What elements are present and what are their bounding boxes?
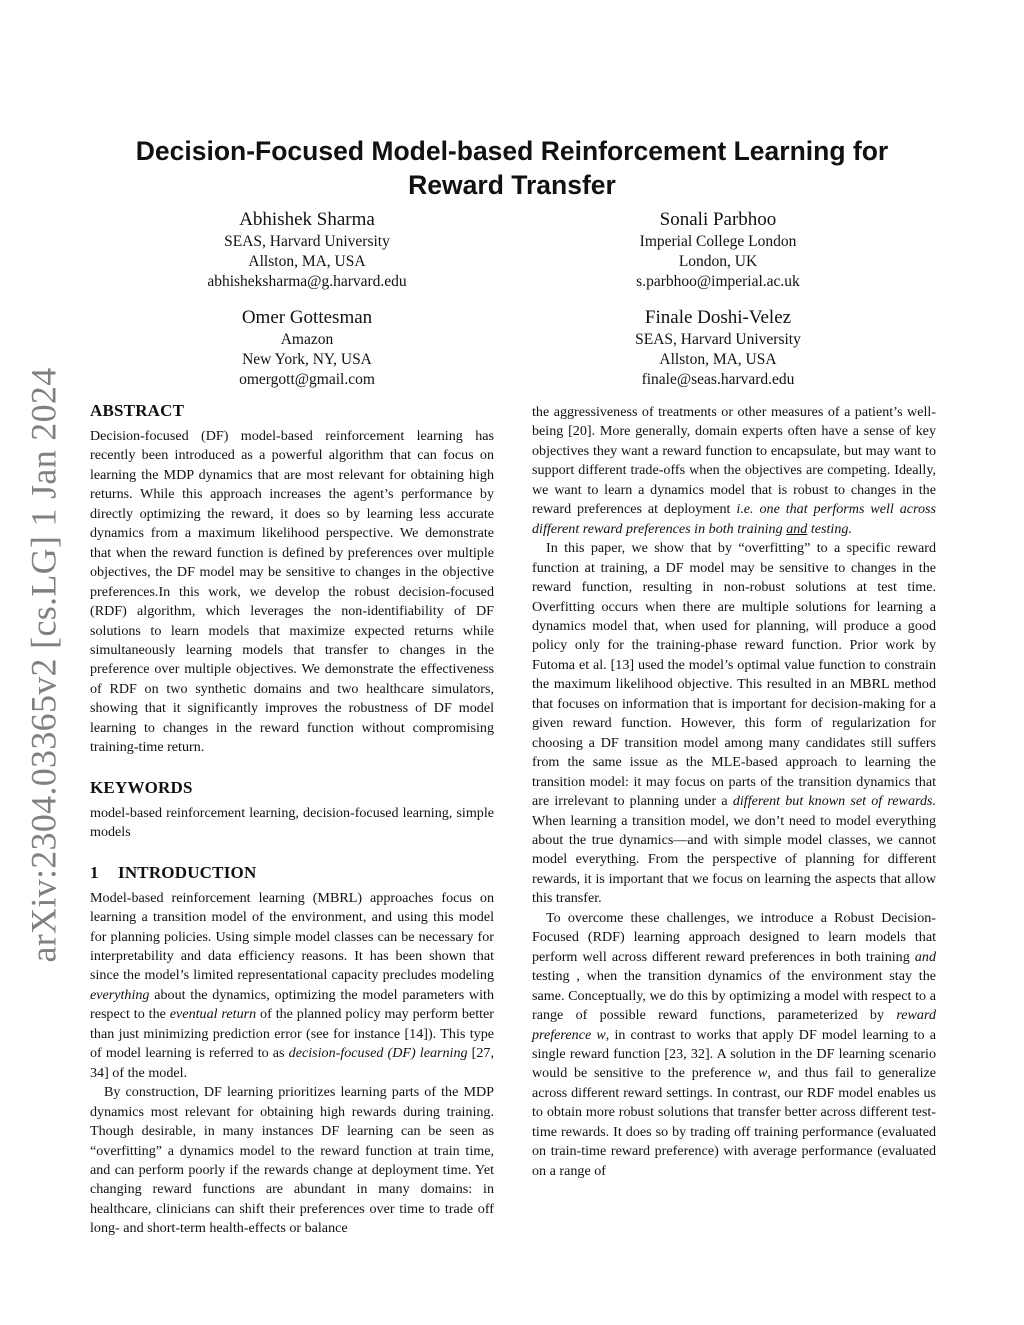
author-location: Allston, MA, USA [248, 253, 366, 270]
author-name: Sonali Parbhoo [659, 209, 777, 230]
arxiv-side-stamp [8, 366, 78, 963]
keywords-text: model-based reinforcement learning, decision-focused learning, simple models [90, 804, 494, 841]
author-email: abhisheksharma@g.harvard.edu [207, 273, 407, 290]
abstract-heading: ABSTRACT [90, 401, 185, 420]
author-email: finale@seas.harvard.edu [641, 371, 795, 388]
intro-paragraph-1: Model-based reinforcement learning (MBRL) approaches focus on learning a transition model of the environment, and using this model for planning policies. Using simple model classes can be necessary for interpretability and data efficiency reasons. It has been shown that since the model’s limited representational capacity precludes modeling everything about the dynamics, optimizing the model parameters with respect to the eventual return of the planned policy may perform better than just minimizing prediction error (see for instance [14]). This type of model learning is referred to as decision-focused (DF) learning [27, 34] of the model. [90, 889, 494, 1081]
section-title: INTRODUCTION [118, 862, 257, 882]
right-column [532, 403, 936, 1181]
author-affiliation: Amazon [280, 331, 334, 348]
author-affiliation: SEAS, Harvard University [635, 331, 801, 348]
author-location: London, UK [678, 253, 758, 270]
left-column [90, 400, 494, 1239]
author-block-4 [553, 306, 883, 390]
author-name: Abhishek Sharma [239, 209, 375, 230]
intro-paragraph-5: To overcome these challenges, we introduce a Robust Decision-Focused (RDF) learning approach designed to learn models that perform well across different reward preferences in both training and testing , when the transition dynamics of the environment stay the same. Conceptually, we do this by optimizing a model with respect to a range of possible reward functions, parameterized by reward preference w, in contrast to works that apply DF model learning to a single reward function [23, 32]. A solution in the DF learning scenario would be sensitive to the preference w, and thus fail to generalize across different reward settings. In contrast, our RDF model enables us to obtain more robust solutions that transfer better across different test-time rewards. It does so by trading off training performance (evaluated on train-time reward preference) with average performance (evaluated on a range of [532, 909, 936, 1179]
author-block-3 [142, 306, 472, 390]
paper-title: Decision-Focused Model-based Reinforcement Learning for Reward Transfer [135, 136, 889, 200]
section-number: 1 [90, 862, 99, 882]
author-location: Allston, MA, USA [659, 351, 777, 368]
abstract-text: Decision-focused (DF) model-based reinforcement learning has recently been introduced as a powerful algorithm that can focus on learning the MDP dynamics that are most relevant for obtaining high returns. While this approach increases the agent’s performance by directly optimizing the reward, it does so by learning less accurate dynamics from a maximum likelihood perspective. We demonstrate that when the reward function is defined by preferences over multiple objectives, the DF model may be sensitive to changes in the objective preferences.In this work, we develop the robust decision-focused (RDF) algorithm, which leverages the non-identifiability of DF solutions to learn models that maximize expected returns while simultaneously learning models that transfer to changes in the preference over multiple objectives. We demonstrate the effectiveness of RDF on two synthetic domains and two healthcare simulators, showing that it significantly improves the robustness of DF model learning to changes in the reward function without compromising training-time return. [90, 428, 494, 756]
author-affiliation: Imperial College London [639, 233, 797, 250]
author-block-1 [142, 208, 472, 292]
keywords-heading: KEYWORDS [90, 777, 193, 797]
author-block-2 [553, 208, 883, 292]
introduction-heading [90, 862, 494, 884]
author-name: Omer Gottesman [241, 307, 373, 328]
author-name: Finale Doshi-Velez [644, 307, 792, 328]
author-email: s.parbhoo@imperial.ac.uk [636, 273, 800, 290]
author-affiliation: SEAS, Harvard University [224, 233, 390, 250]
intro-paragraph-3: the aggressiveness of treatments or other measures of a patient’s well-being [20]. More generally, domain experts often have a sense of key objectives they want a reward function to encapsulate, but may want to support different trade-offs when the objectives are competing. Ideally, we want to learn a dynamics model that is robust to changes in the reward preferences at deployment i.e. one that performs well across different reward preferences in both training and testing. [532, 404, 936, 537]
intro-paragraph-4: In this paper, we show that by “overfitting” to a specific reward function at training, a DF model may be sensitive to changes in the reward function, resulting in non-robust solutions at test time. Overfitting occurs when there are multiple solutions for learning a dynamics model that, when used for planning, will produce a good policy only for the training-phase reward function. Prior work by Futoma et al. [13] used the model’s optimal value function to constrain the maximum likelihood objective. This resulted in an MBRL method that focuses on information that is important for decision-making for a given reward function. However, this form of regularization for choosing a DF transition model among many candidates still suffers from the same issue as the MLE-based approach to learning the transition model: it may focus on parts of the transition dynamics that are irrelevant to planning under a different but known set of rewards. When learning a transition model, we don’t need to model everything about the true dynamics—and with simple model classes, we cannot model everything. From the perspective of planning for different rewards, it is important that we focus on learning the aspects that allow this transfer. [532, 540, 937, 907]
arxiv-identifier: arXiv:2304.03365v2 [cs.LG] 1 Jan 2024 [23, 366, 64, 963]
author-email: omergott@gmail.com [239, 371, 375, 388]
author-location: New York, NY, USA [242, 351, 372, 368]
intro-paragraph-2: By construction, DF learning prioritizes learning parts of the MDP dynamics most relevant for obtaining high rewards during training. Though desirable, in many instances DF learning can be seen as “overfitting” a dynamics model to the reward function at train time, and can perform poorly if the rewards change at deployment time. Yet changing reward functions are abundant in many domains: in healthcare, clinicians can shift their preferences over time to trade off long- and short-term health-effects or balance [90, 1084, 494, 1237]
